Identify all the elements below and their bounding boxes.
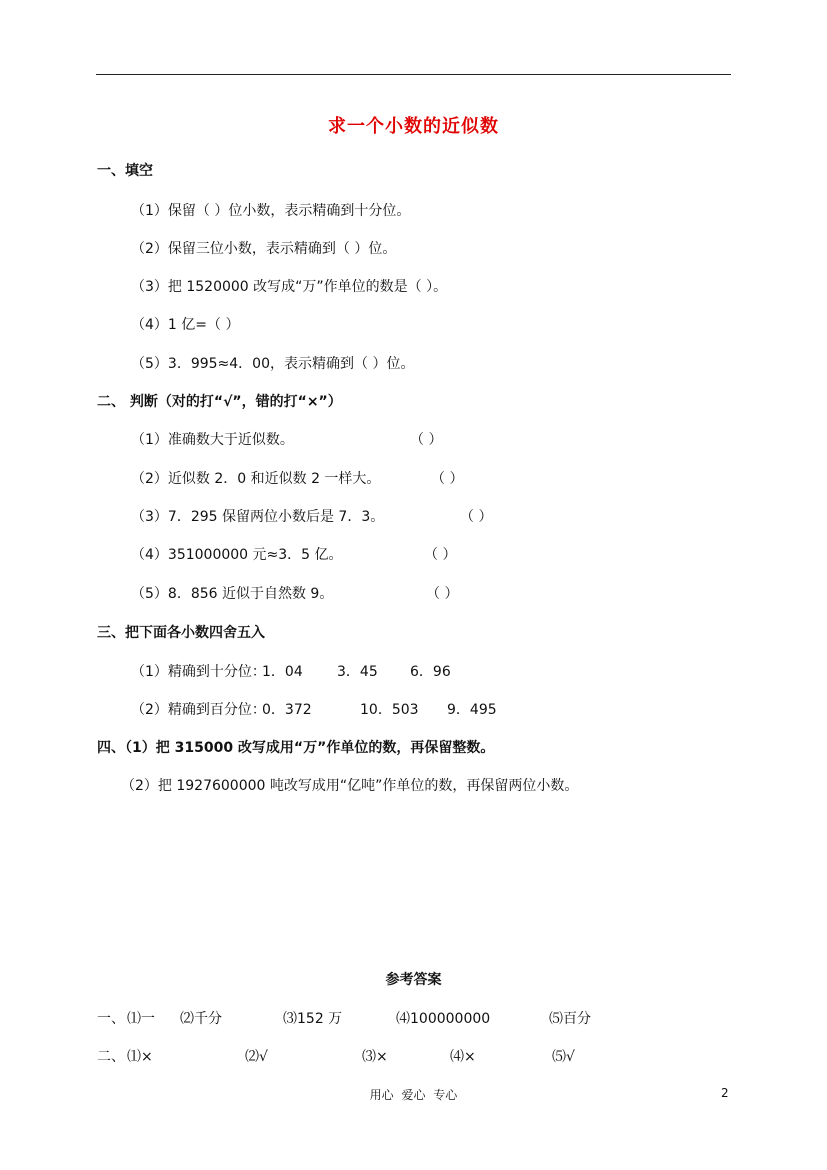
section2-item-1: （1）准确数大于近似数。	[131, 432, 294, 448]
section2-item-3-paren: （ ）	[460, 509, 493, 525]
answer-item: ⑸百分	[549, 1011, 591, 1027]
answers-row1-prefix: 一、	[97, 1011, 125, 1027]
section1-item-3: （3）把 1520000 改写成“万”作单位的数是（ ）。	[131, 279, 448, 295]
section4-item-2: （2）把 1927600000 吨改写成用“亿吨”作单位的数，再保留两位小数。	[121, 778, 579, 794]
section1-heading: 一、填空	[97, 163, 153, 179]
answer-item: ⑷100000000	[396, 1011, 491, 1027]
section2-item-5: （5）8．856 近似于自然数 9。	[131, 586, 334, 602]
answer-item: ⑴一	[127, 1011, 155, 1027]
section2-item-4: （4）351000000 元≈3．5 亿。	[131, 547, 343, 563]
section4-heading: 四、（1）把 315000 改写成用“万”作单位的数，再保留整数。	[97, 740, 495, 756]
section2-item-2-paren: （ ）	[431, 471, 464, 487]
section3-row-1-value: 1．04	[262, 664, 303, 680]
answers-row2-prefix: 二、	[97, 1049, 125, 1065]
section1-item-1: （1）保留（ ）位小数，表示精确到十分位。	[131, 203, 411, 219]
header-rule	[96, 74, 731, 75]
section1-item-4: （4）1 亿=（ ）	[131, 317, 240, 333]
answer-item: ⑵√	[245, 1049, 268, 1065]
section3-row-2-value: 10．503	[360, 702, 419, 718]
answer-item: ⑵千分	[180, 1011, 222, 1027]
section2-item-1-paren: （ ）	[410, 432, 443, 448]
section2-item-5-paren: （ ）	[426, 586, 459, 602]
footer-motto: 用心 爱心 专心	[369, 1088, 458, 1102]
section2-heading: 二、 判断（对的打“√”，错的打“×”）	[97, 394, 342, 410]
section1-item-2: （2）保留三位小数，表示精确到（ ）位。	[131, 241, 397, 257]
section3-row-2-value: 0．372	[262, 702, 312, 718]
section3-row-2-value: 9．495	[447, 702, 497, 718]
section3-row-2-label: （2）精确到百分位：	[131, 702, 266, 718]
answer-item: ⑶152 万	[283, 1011, 343, 1027]
answer-item: ⑷×	[450, 1049, 476, 1065]
section2-item-3: （3）7．295 保留两位小数后是 7．3。	[131, 509, 385, 525]
page-title: 求一个小数的近似数	[328, 116, 499, 137]
section2-item-2: （2）近似数 2．0 和近似数 2 一样大。	[131, 471, 381, 487]
section1-item-5: （5）3．995≈4．00，表示精确到（ ）位。	[131, 356, 415, 372]
section2-item-4-paren: （ ）	[424, 547, 457, 563]
section3-row-1-label: （1）精确到十分位：	[131, 664, 266, 680]
section3-row-1-value: 6．96	[410, 664, 451, 680]
answer-item: ⑸√	[552, 1049, 575, 1065]
answer-item: ⑴×	[127, 1049, 153, 1065]
answers-title: 参考答案	[385, 972, 442, 988]
answer-item: ⑶×	[362, 1049, 388, 1065]
section3-row-1-value: 3．45	[337, 664, 378, 680]
page-number: 2	[721, 1086, 729, 1100]
section3-heading: 三、把下面各小数四舍五入	[97, 625, 265, 641]
